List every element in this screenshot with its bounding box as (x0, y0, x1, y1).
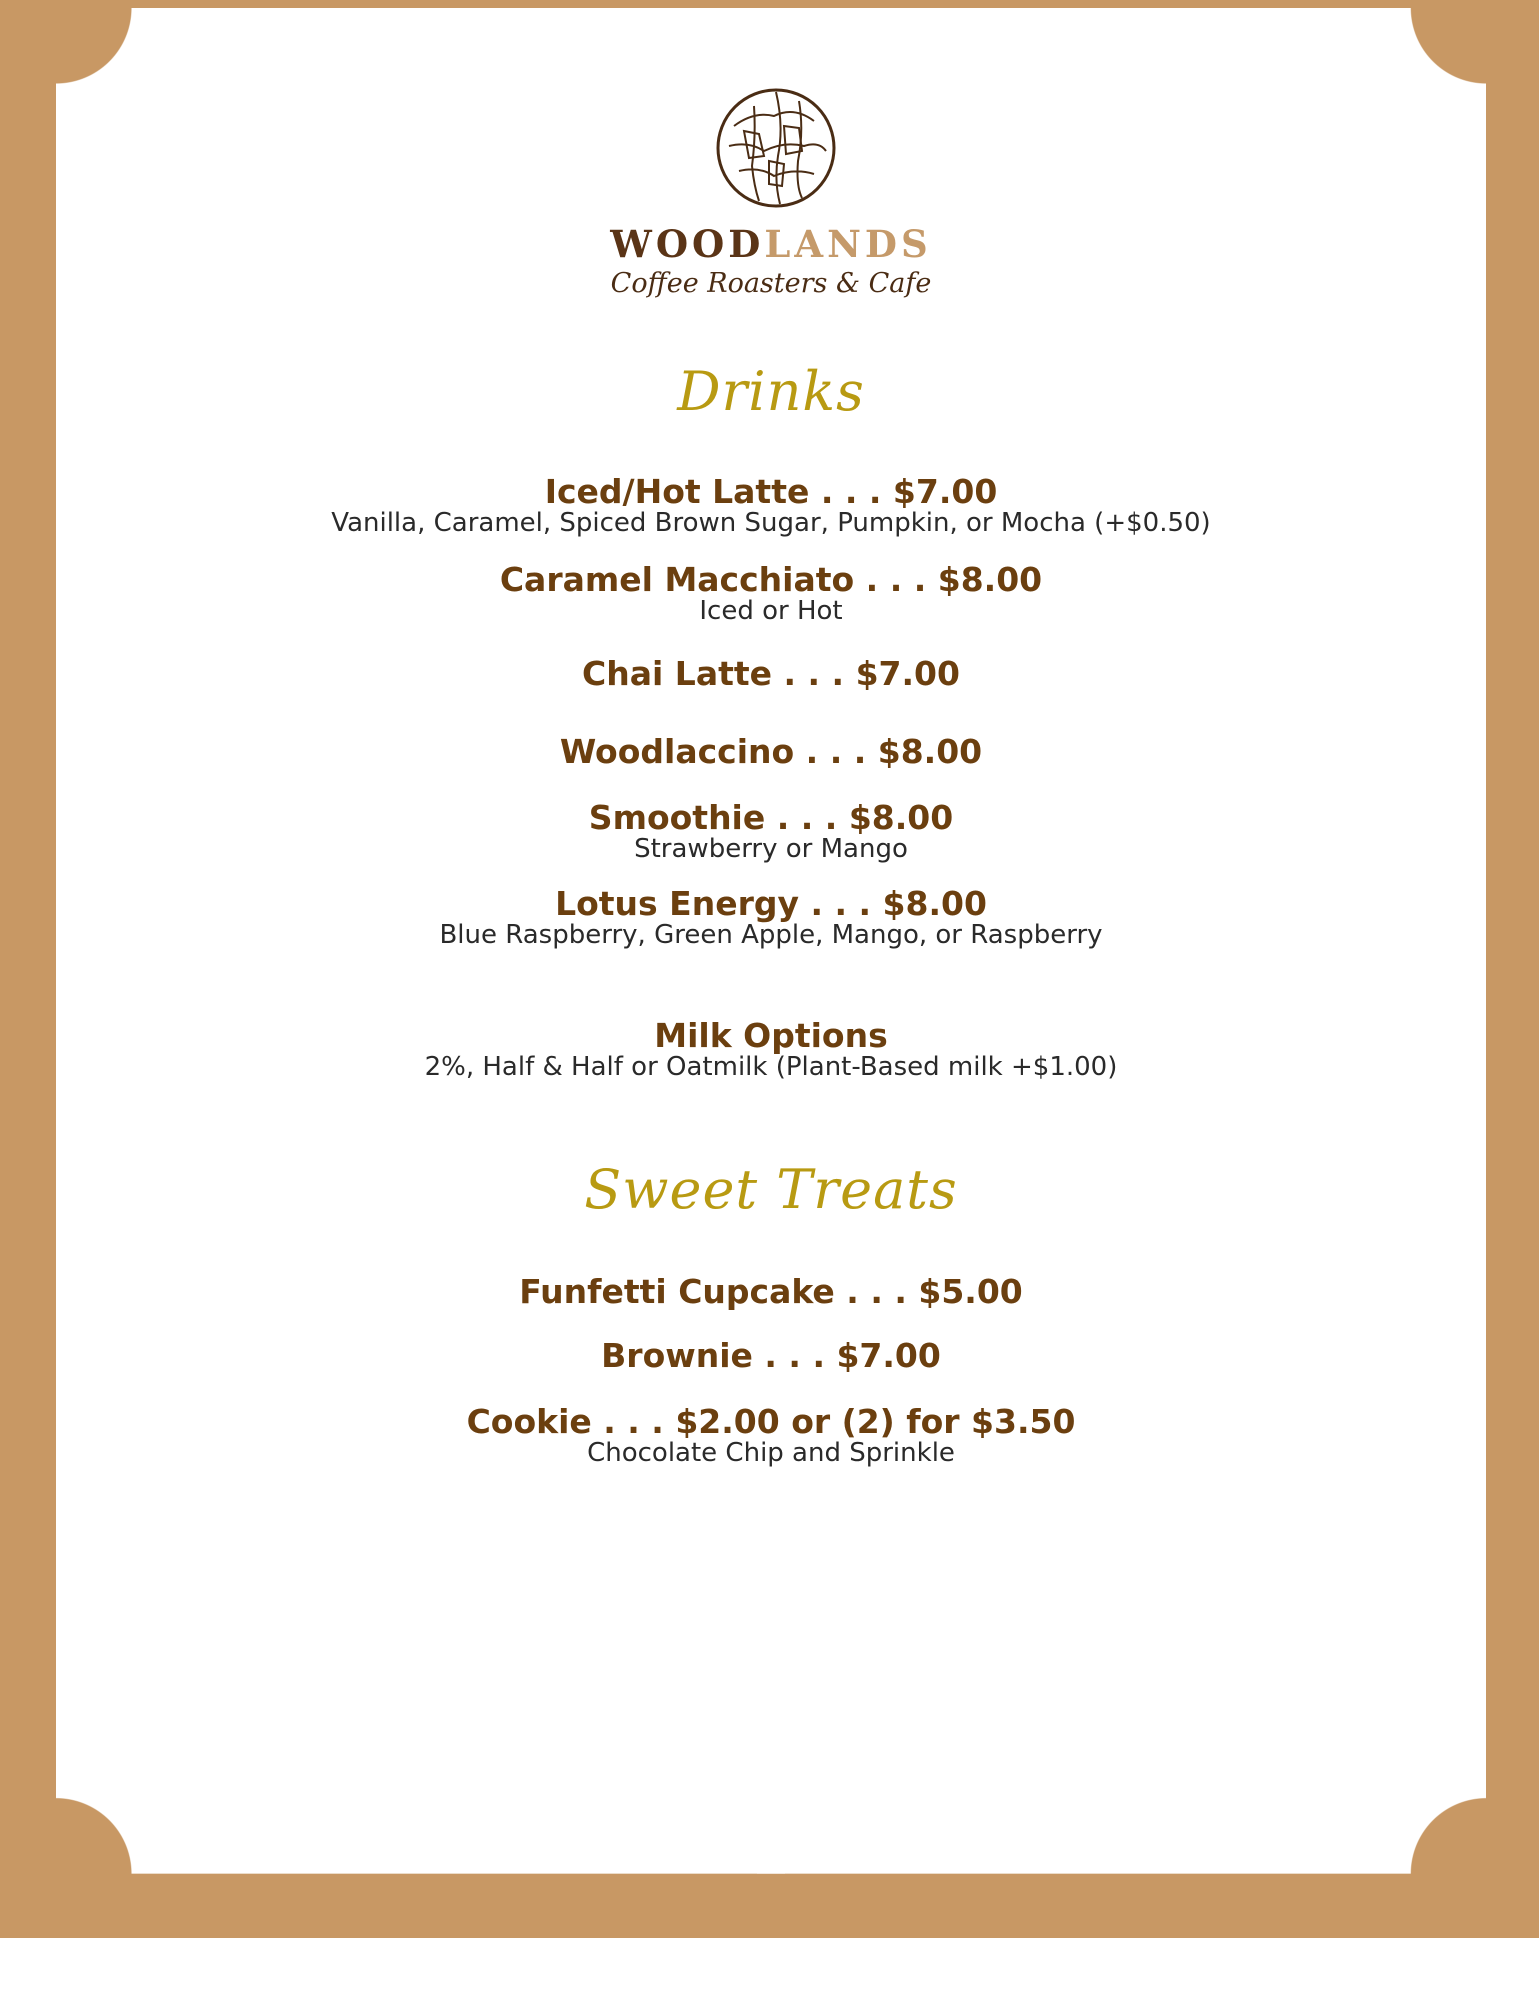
item-description: Chocolate Chip and Sprinkle (587, 1438, 955, 1468)
item-title: Iced/Hot Latte . . . $7.00 (544, 472, 998, 511)
brand-name-light: LANDS (764, 222, 932, 266)
menu-item (56, 800, 1486, 862)
menu-item (56, 1274, 1486, 1310)
page-margin (0, 1938, 1539, 1991)
globe-icon (714, 86, 838, 210)
item-title: Brownie . . . $7.00 (601, 1336, 941, 1375)
menu-item (56, 734, 1486, 770)
item-description: Iced or Hot (699, 596, 843, 626)
menu-item (56, 886, 1486, 948)
milk-options-title: Milk Options (654, 1016, 888, 1055)
brand-name-dark: WOOD (610, 222, 765, 266)
item-title: Lotus Energy . . . $8.00 (555, 884, 987, 923)
item-title: Funfetti Cupcake . . . $5.00 (519, 1272, 1023, 1311)
item-title: Woodlaccino . . . $8.00 (559, 732, 983, 771)
drinks-heading: Drinks (677, 360, 865, 423)
item-description: Strawberry or Mango (634, 834, 908, 864)
item-title: Cookie . . . $2.00 or (2) for $3.50 (466, 1402, 1076, 1441)
menu-item (56, 1338, 1486, 1374)
item-title: Caramel Macchiato . . . $8.00 (499, 560, 1043, 599)
sweet-treats-heading: Sweet Treats (584, 1158, 958, 1221)
menu-item (56, 656, 1486, 692)
item-title: Smoothie . . . $8.00 (588, 798, 954, 837)
brand-tagline: Coffee Roasters & Cafe (610, 268, 932, 299)
item-title: Chai Latte . . . $7.00 (582, 654, 960, 693)
menu-item (56, 1404, 1486, 1466)
menu-item (56, 562, 1486, 624)
item-description: Vanilla, Caramel, Spiced Brown Sugar, Pumpkin, or Mocha (+$0.50) (331, 508, 1211, 538)
milk-options-description: 2%, Half & Half or Oatmilk (Plant-Based milk +$1.00) (424, 1052, 1118, 1082)
item-description: Blue Raspberry, Green Apple, Mango, or Raspberry (439, 920, 1103, 950)
milk-options (56, 1018, 1486, 1080)
menu-item (56, 474, 1486, 536)
brand-name (56, 222, 1486, 266)
